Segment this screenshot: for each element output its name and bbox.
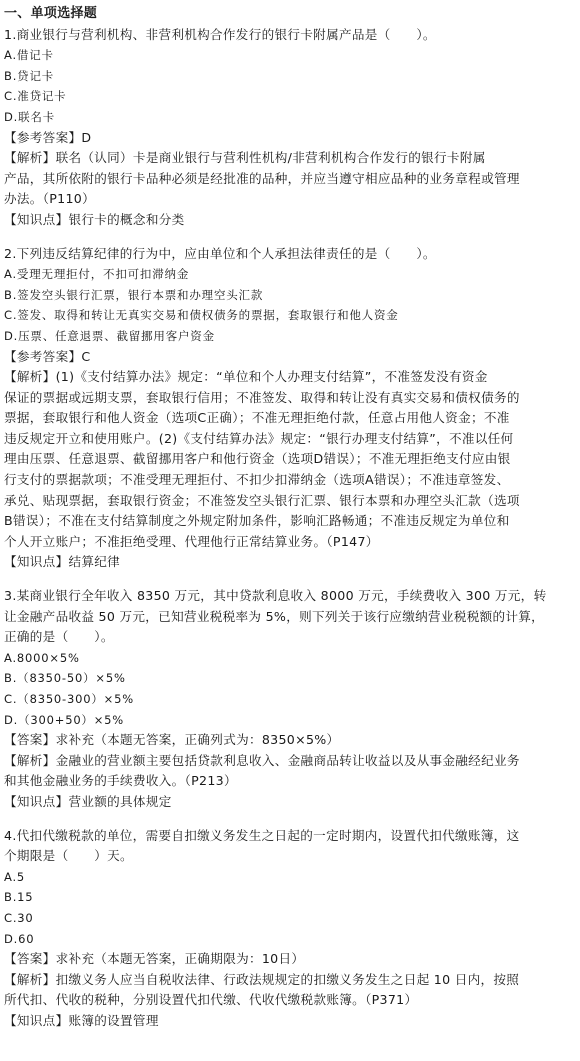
analysis-line: 票据，套取银行和他人资金（选项C正确）；不准无理拒绝付款，任意占用他人资金；不准 [4, 410, 510, 426]
spacer [4, 573, 576, 586]
option-b: B.签发空头银行汇票，银行本票和办理空头汇款 [4, 287, 264, 302]
option-b: B.（8350-50）×5% [4, 671, 126, 686]
question-stem: 3.某商业银行全年收入 8350 万元，其中贷款利息收入 8000 万元，手续费收入 300 万元，转 [4, 588, 547, 604]
knowledge-point: 【知识点】账簿的设置管理 [4, 1012, 159, 1028]
analysis-line: 和其他金融业务的手续费收入。（P213） [4, 773, 237, 789]
question-stem: 2.下列违反结算纪律的行为中，应由单位和个人承担法律责任的是（ ）。 [4, 245, 436, 261]
analysis-line: 理由压票、任意退票、截留挪用客户和他行资金（选项D错误）；不准无理拒绝支付应由银 [4, 451, 511, 467]
spacer [4, 231, 576, 244]
option-c: C.30 [4, 910, 34, 925]
option-d: D.60 [4, 931, 35, 946]
analysis-line: 【解析】联名（认同）卡是商业银行与营利性机构/非营利机构合作发行的银行卡附属 [4, 150, 486, 166]
analysis-line: 个人开立账户；不准拒绝受理、代理他行正常结算业务。（P147） [4, 533, 379, 549]
question-stem: 4.代扣代缴税款的单位，需要自扣缴义务发生之日起的一定时期内，设置代扣代缴账簿，这 [4, 827, 520, 843]
answer-line: 【答案】求补充（本题无答案，正确期限为：10日） [4, 951, 305, 967]
question-3 [4, 586, 576, 813]
question-4 [4, 826, 576, 1032]
question-stem: 正确的是（ ）。 [4, 629, 114, 645]
question-1 [4, 25, 576, 231]
question-stem: 1.商业银行与营利机构、非营利机构合作发行的银行卡附属产品是（ ）。 [4, 26, 436, 42]
analysis-line: 承兑、贴现票据，套取银行资金；不准签发空头银行汇票、银行本票和办理空头汇款（选项 [4, 492, 520, 508]
spacer [4, 813, 576, 826]
analysis-line: 【解析】(1)《支付结算办法》规定：“单位和个人办理支付结算”，不准签发没有资金 [4, 369, 488, 385]
option-a: A.受理无理拒付，不扣可扣滞纳金 [4, 267, 190, 282]
question-stem: 个期限是（ ）天。 [4, 848, 133, 864]
answer-line: 【答案】求补充（本题无答案，正确列式为：8350×5%） [4, 732, 340, 748]
analysis-line: B错误）；不准在支付结算制度之外规定附加条件，影响汇路畅通；不准违反规定为单位和 [4, 513, 510, 529]
option-d: D.（300+50）×5% [4, 712, 125, 727]
knowledge-point: 【知识点】银行卡的概念和分类 [4, 211, 185, 227]
option-d: D.联名卡 [4, 109, 56, 124]
analysis-line: 违反规定开立和使用账户。(2)《支付结算办法》规定：“银行办理支付结算”，不准以任何 [4, 430, 514, 446]
analysis-line: 所代扣、代收的税种，分别设置代扣代缴、代收代缴税款账簿。（P371） [4, 992, 418, 1008]
option-d: D.压票、任意退票、截留挪用客户资金 [4, 328, 215, 343]
option-a: A.借记卡 [4, 48, 54, 63]
knowledge-point: 【知识点】结算纪律 [4, 554, 121, 570]
section-title: 一、单项选择题 [4, 6, 98, 21]
analysis-line: 【解析】金融业的营业额主要包括贷款利息收入、金融商品转让收益以及从事金融经纪业务 [4, 752, 520, 768]
analysis-line: 【解析】扣缴义务人应当自税收法律、行政法规规定的扣缴义务发生之日起 10 日内，按照 [4, 971, 520, 987]
analysis-line: 产品，其所依附的银行卡品种必须是经批准的品种，并应当遵守相应品种的业务章程或管理 [4, 170, 520, 186]
analysis-line: 保证的票据或远期支票，套取银行信用；不准签发、取得和转让没有真实交易和债权债务的 [4, 389, 520, 405]
option-c: C.（8350-300）×5% [4, 692, 134, 706]
analysis-line: 行支付的票据款项；不准受理无理拒付、不扣少扣滞纳金（选项A错误）；不准违章签发、 [4, 472, 510, 488]
answer-line: 【参考答案】C [4, 348, 91, 364]
question-2 [4, 244, 576, 574]
analysis-line: 办法。（P110） [4, 191, 96, 207]
option-c: C.签发、取得和转让无真实交易和债权债务的票据，套取银行和他人资金 [4, 308, 399, 323]
option-b: B.贷记卡 [4, 68, 55, 83]
option-a: A.5 [4, 869, 26, 884]
knowledge-point: 【知识点】营业额的具体规定 [4, 793, 172, 809]
question-stem: 让金融产品收益 50 万元，已知营业税税率为 5%，则下列关于该行应缴纳营业税税额的计算， [4, 608, 545, 624]
answer-line: 【参考答案】D [4, 129, 92, 145]
option-c: C.准贷记卡 [4, 89, 67, 104]
option-a: A.8000×5% [4, 650, 80, 665]
option-b: B.15 [4, 890, 34, 905]
